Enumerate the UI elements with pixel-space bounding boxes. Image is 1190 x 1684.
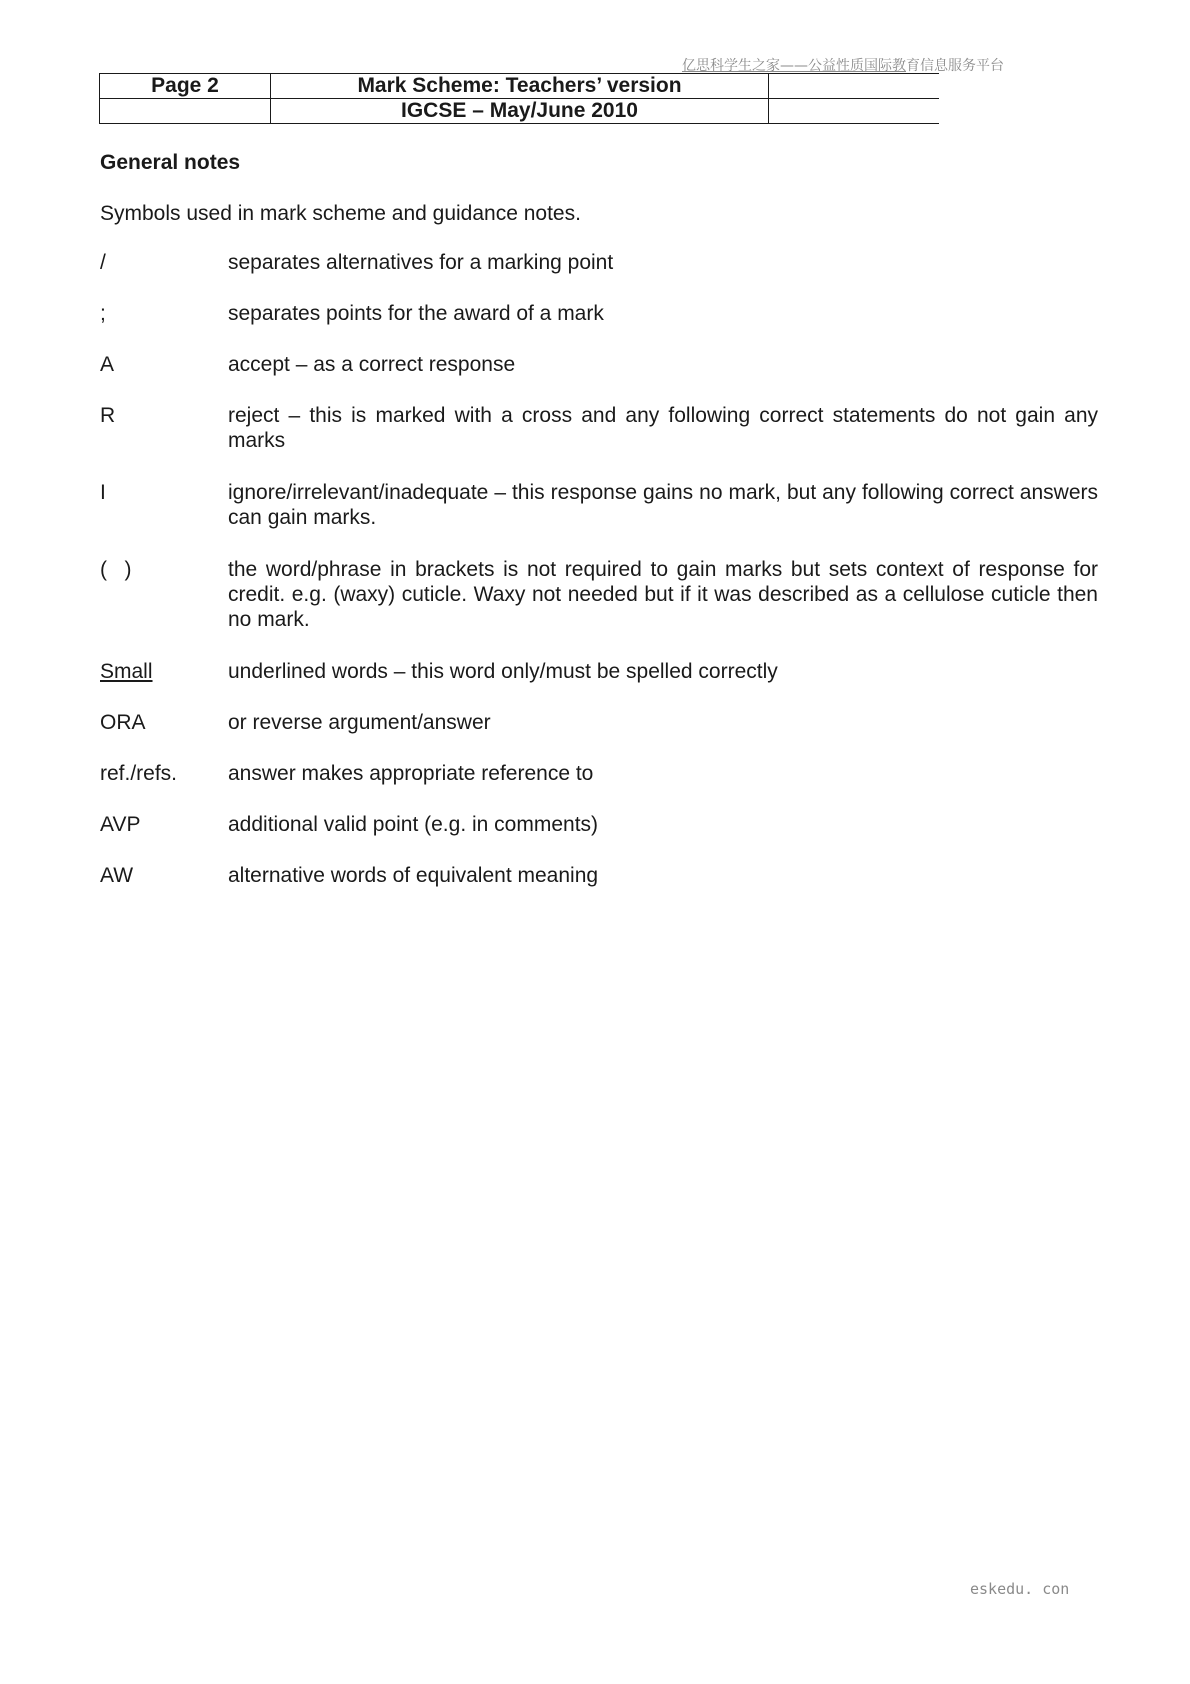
symbol-description: additional valid point (e.g. in comments) (228, 813, 599, 836)
symbol-label: ref./refs. (100, 762, 178, 785)
section-heading: General notes (100, 151, 241, 174)
symbol-row (100, 403, 1098, 453)
symbol-row (100, 480, 1098, 530)
symbol-row (100, 761, 1098, 786)
header-page: Page 2 (100, 74, 271, 99)
symbol-description: ignore/irrelevant/inadequate – this response gains no mark, but any following correct answers can gain marks. (228, 481, 1098, 529)
symbol-row (100, 863, 1098, 888)
header-table (99, 73, 939, 124)
symbol-row (100, 659, 1098, 684)
symbol-description: alternative words of equivalent meaning (228, 864, 599, 887)
symbol-description: reject – this is marked with a cross and any following correct statements do not gain any marks (228, 404, 1098, 452)
symbol-description: answer makes appropriate reference to (228, 762, 594, 785)
symbol-description: accept – as a correct response (228, 353, 516, 376)
symbol-description: separates alternatives for a marking point (228, 251, 614, 274)
watermark-top-rest: 育信息服务平台 (906, 58, 1004, 74)
symbol-row (100, 710, 1098, 735)
symbol-row (100, 250, 1098, 275)
symbol-label: I (100, 481, 106, 504)
symbol-label: / (100, 251, 106, 274)
symbol-label: Small (100, 660, 153, 683)
symbol-label: ( ) (100, 558, 132, 581)
symbol-description: the word/phrase in brackets is not required to gain marks but sets context of response for credit. e.g. (waxy) cuticle. Waxy not needed but if it was described as a cellulose cuticle then no mark. (228, 558, 1098, 631)
symbol-label: R (100, 404, 116, 427)
symbol-label: A (100, 353, 115, 376)
symbol-row (100, 557, 1098, 632)
symbol-description: separates points for the award of a mark (228, 302, 604, 325)
symbol-label: AVP (100, 813, 141, 836)
symbol-description: underlined words – this word only/must be spelled correctly (228, 660, 778, 683)
symbol-label: ORA (100, 711, 146, 734)
watermark-top (682, 55, 1004, 75)
header-empty-cell (769, 74, 940, 99)
symbol-description: or reverse argument/answer (228, 711, 491, 734)
symbol-row (100, 812, 1098, 837)
section-intro: Symbols used in mark scheme and guidance notes. (100, 202, 581, 225)
header-exam: IGCSE – May/June 2010 (271, 99, 769, 124)
symbol-label: AW (100, 864, 134, 887)
symbol-row (100, 301, 1098, 326)
watermark-bottom: eskedu. con (970, 1580, 1070, 1598)
header-empty-cell (769, 99, 940, 124)
watermark-top-underlined: 亿思科学生之家——公益性质国际教 (682, 58, 906, 74)
symbol-row (100, 352, 1098, 377)
header-title: Mark Scheme: Teachers’ version (271, 74, 769, 99)
header-empty-cell (100, 99, 271, 124)
symbol-label: ; (100, 302, 106, 325)
